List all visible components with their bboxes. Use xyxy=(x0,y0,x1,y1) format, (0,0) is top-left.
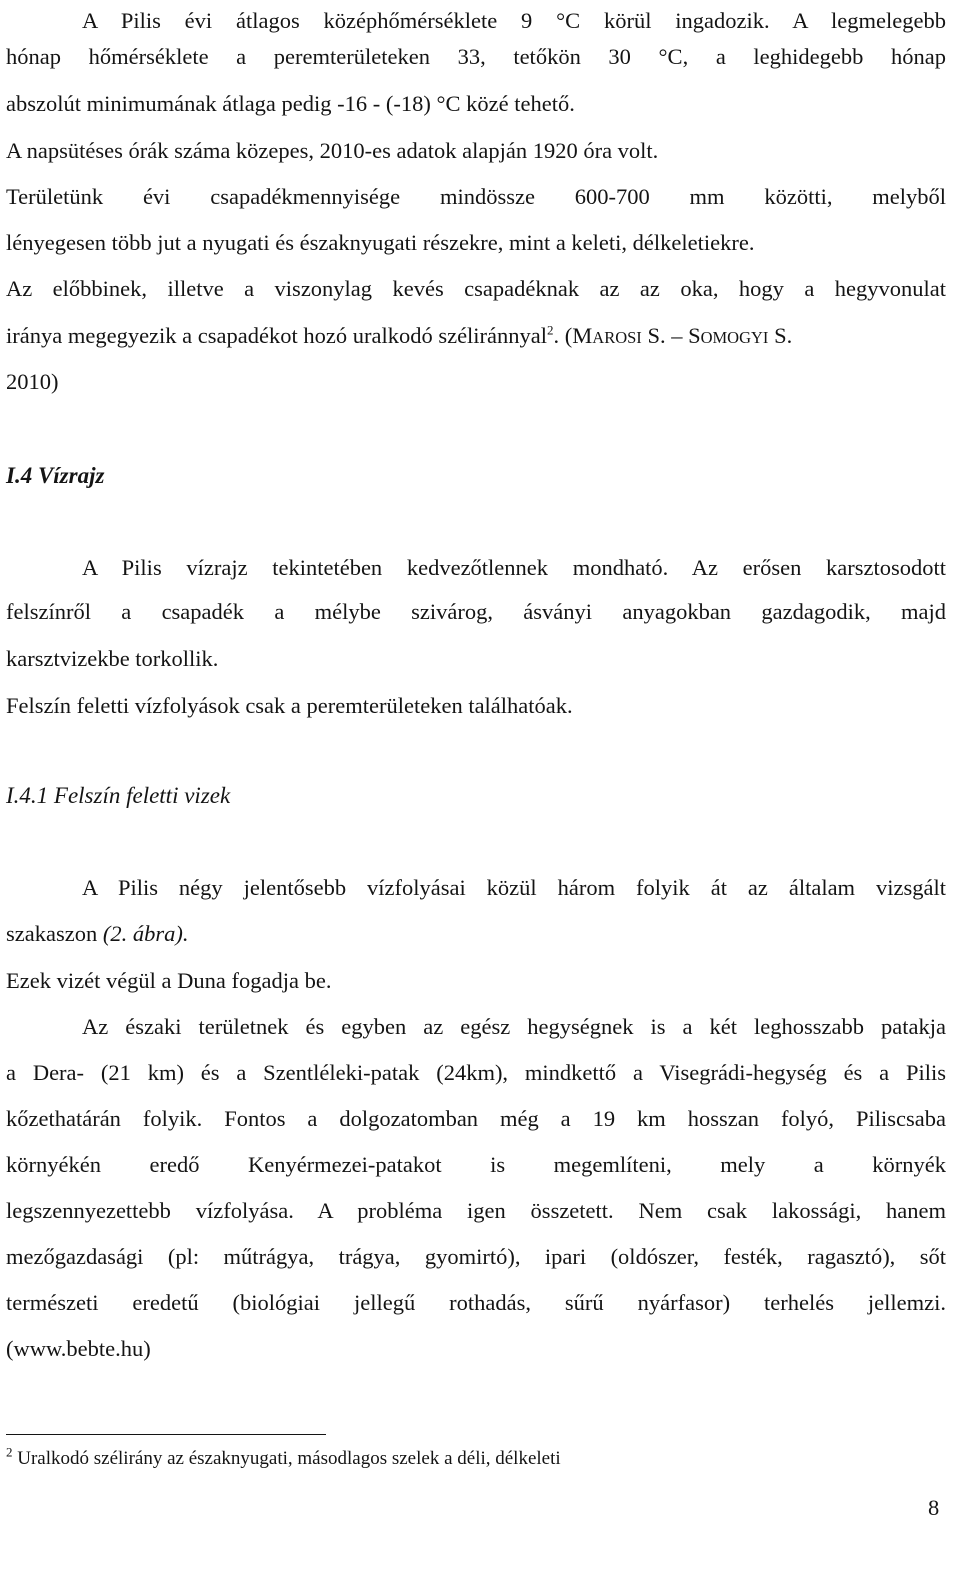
footnote xyxy=(6,1446,561,1472)
felszin-main-line-2: a Dera- (21 km) és a Szentléleki-patak (24km), mindkettő a Visegrádi-hegység és a Pilis xyxy=(6,1060,946,1085)
author2-rest: OMOGYI xyxy=(700,328,769,347)
felszin-main-line-6: mezőgazdasági (pl: műtrágya, trágya, gyomirtó), ipari (oldószer, festék, ragasztó), sőt xyxy=(6,1244,946,1269)
page-number: 8 xyxy=(928,1495,940,1520)
felszin-intro-line-3: Ezek vizét végül a Duna fogadja be. xyxy=(6,968,332,993)
climate-line-3: abszolút minimumának átlaga pedig -16 - (-18) °C közé tehető. xyxy=(6,91,575,116)
felszin-main-line-3: kőzethatárán folyik. Fontos a dolgozatomban még a 19 km hosszan folyó, Piliscsaba xyxy=(6,1106,946,1131)
climate-line-4: A napsütéses órák száma közepes, 2010-es adatok alapján 1920 óra volt. xyxy=(6,138,659,163)
section-number: I.4 xyxy=(6,463,33,488)
vizrajz-line-1: A Pilis vízrajz tekintetében kedvezőtlennek mondható. Az erősen karsztosodott xyxy=(82,555,946,580)
climate-line-8 xyxy=(6,321,946,353)
climate-line-1: A Pilis évi átlagos középhőmérséklete 9 °C körül ingadozik. A legmelegebb xyxy=(82,8,946,33)
footnote-mark: 2 xyxy=(6,1444,13,1460)
vizrajz-line-2: felszínről a csapadék a mélybe szivárog, ásványi anyagokban gazdagodik, majd xyxy=(6,599,946,624)
climate-line-8-text: iránya megegyezik a csapadékot hozó uralkodó széliránnyal xyxy=(6,323,548,348)
subsection-heading-felszin: I.4.1 Felszín feletti vizek xyxy=(6,783,231,808)
citation-open: . ( xyxy=(553,323,573,348)
climate-line-7: Az előbbinek, illetve a viszonylag kevés csapadéknak az az oka, hogy a hegyvonulat xyxy=(6,276,946,301)
citation-year: 2010) xyxy=(6,369,59,394)
felszin-intro-text: szakaszon xyxy=(6,921,103,946)
section-title: Vízrajz xyxy=(32,463,105,488)
felszin-main-line-5: legszennyezettebb vízfolyása. A probléma igen összetett. Nem csak lakossági, hanem xyxy=(6,1198,946,1223)
felszin-main-line-7: természeti eredetű (biológiai jellegű rothadás, sűrű nyárfasor) terhelés jellemzi. xyxy=(6,1290,946,1315)
footnote-separator xyxy=(6,1434,326,1435)
figure-reference: (2. ábra). xyxy=(102,921,189,946)
footnote-ref: 2 xyxy=(547,322,554,338)
felszin-intro-line-1: A Pilis négy jelentősebb vízfolyásai közül három folyik át az általam vizsgált xyxy=(82,875,946,900)
author2-suffix: S. xyxy=(768,323,793,348)
felszin-main-line-1: Az északi területnek és egyben az egész hegységnek is a két leghosszabb patakja xyxy=(82,1014,946,1039)
vizrajz-line-4: Felszín feletti vízfolyások csak a peremterületeken találhatóak. xyxy=(6,693,573,718)
author2-initial: S xyxy=(688,323,701,348)
footnote-text: Uralkodó szélirány az északnyugati, másodlagos szelek a déli, délkeleti xyxy=(12,1448,561,1469)
climate-line-6: lényegesen több jut a nyugati és északnyugati részekre, mint a keleti, délkeletiekre. xyxy=(6,230,755,255)
section-heading-vizrajz xyxy=(6,461,946,491)
felszin-main-line-8: (www.bebte.hu) xyxy=(6,1336,151,1361)
author1-suffix: S. – xyxy=(641,323,689,348)
climate-line-5: Területünk évi csapadékmennyisége mindössze 600-700 mm közötti, melyből xyxy=(6,184,946,209)
felszin-main-line-4: környékén eredő Kenyérmezei-patakot is megemlíteni, mely a környék xyxy=(6,1152,946,1177)
climate-line-2: hónap hőmérséklete a peremterületeken 33, tetőkön 30 °C, a leghidegebb hónap xyxy=(6,44,946,69)
felszin-intro-line-2 xyxy=(6,919,946,949)
author1-rest: AROSI xyxy=(592,328,642,347)
author1-initial: M xyxy=(572,323,593,348)
vizrajz-line-3: karsztvizekbe torkollik. xyxy=(6,646,219,671)
